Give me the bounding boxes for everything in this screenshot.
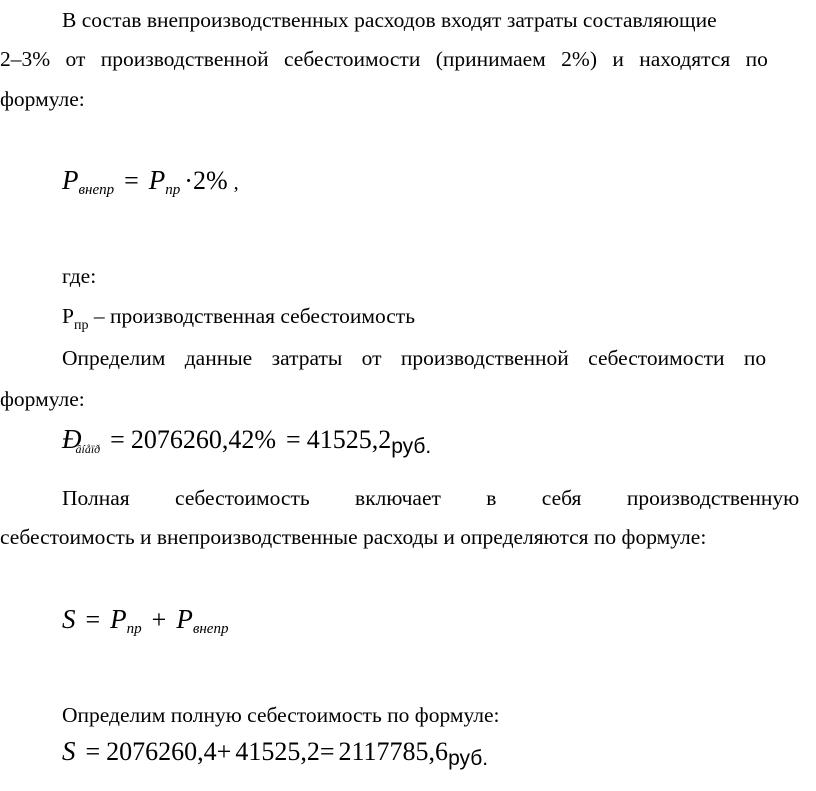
paragraph-2-line-1	[62, 345, 814, 371]
formula-subscript: пр	[126, 621, 142, 637]
plus-sign: +	[151, 605, 167, 634]
equals-sign: =	[319, 737, 335, 766]
formula-term: 41525,2	[235, 737, 320, 766]
formula-symbol: P	[62, 165, 79, 195]
formula-full-cost-calculation	[62, 736, 489, 770]
paragraph-3-line-2: себестоимость и внепроизводственные расходы и определяются по формуле:	[0, 525, 707, 549]
formula-symbol: S	[62, 736, 76, 766]
definition-symbol: Р	[62, 304, 74, 328]
equals-sign: =	[110, 425, 125, 454]
formula-subscript: внепр	[192, 621, 229, 637]
formula-value: 2%	[192, 166, 228, 195]
paragraph-1-line-2	[0, 46, 804, 72]
formula-symbol: P	[148, 165, 166, 195]
formula-symbol: P	[176, 604, 193, 634]
equals-sign: =	[85, 737, 101, 766]
formula-expression: 2076260,4	[130, 425, 242, 454]
formula-result: 2117785,6	[338, 737, 449, 766]
formula-overhead-calculation	[62, 424, 432, 458]
paragraph-1-line-3: формуле:	[0, 87, 85, 111]
where-label: где:	[62, 264, 97, 288]
unit-label: руб.	[391, 435, 432, 458]
justified-line-text: 2–3% от производственной себестоимости (принимаем 2%) и находятся по	[0, 47, 768, 71]
equals-sign: =	[124, 166, 139, 195]
definition-line	[62, 303, 415, 333]
paragraph-4-line-1: Определим полную себестоимость по формуле:	[62, 703, 500, 727]
formula-term: 2076260,4	[106, 737, 217, 766]
justified-line-text: Определим данные затраты от производственной себестоимости по	[62, 346, 767, 370]
definition-text: – производственная себестоимость	[88, 304, 415, 328]
formula-result: 41525	[306, 425, 372, 454]
formula-subscript: âíåïð	[75, 442, 101, 456]
unit-label: руб.	[448, 747, 489, 770]
justified-line-text: Полная себестоимость включает в себя производственную	[62, 486, 800, 510]
formula-overhead-cost	[62, 165, 239, 196]
equals-sign: =	[85, 605, 101, 634]
formula-subscript: внепр	[78, 182, 115, 198]
definition-subscript: пр	[73, 318, 89, 333]
formula-subscript: пр	[165, 182, 181, 198]
paragraph-2-line-2: формуле:	[0, 387, 85, 411]
multiply-dot: ·	[184, 166, 193, 195]
formula-symbol: P	[110, 604, 127, 634]
formula-result-fraction: ,2	[371, 425, 392, 454]
formula-symbol: Đ	[62, 424, 82, 454]
paragraph-1-line-1: В состав внепроизводственных расходов входят затраты составляющие	[62, 8, 717, 32]
formula-trail: ,	[233, 172, 239, 194]
plus-sign: +	[216, 737, 232, 766]
paragraph-3-line-1	[62, 485, 814, 511]
formula-symbol: S	[62, 604, 76, 634]
equals-sign: =	[286, 425, 301, 454]
formula-full-cost	[62, 604, 228, 635]
formula-percent: 2%	[241, 425, 277, 454]
